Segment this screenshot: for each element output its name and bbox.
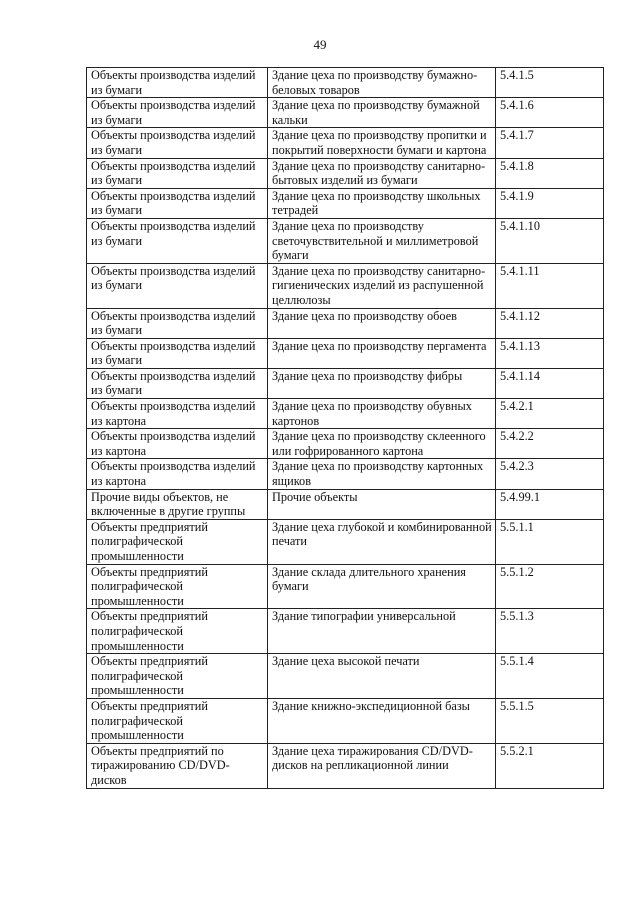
object-group-cell: Объекты предприятий полиграфической промышленности <box>87 654 268 699</box>
code-cell: 5.4.2.1 <box>496 399 604 429</box>
code-cell: 5.4.1.6 <box>496 98 604 128</box>
table-row <box>87 399 604 429</box>
object-group-cell: Объекты предприятий полиграфической промышленности <box>87 519 268 564</box>
object-group-cell: Объекты производства изделий из бумаги <box>87 158 268 188</box>
object-group-cell: Объекты производства изделий из бумаги <box>87 188 268 218</box>
building-description-cell: Здание склада длительного хранения бумаги <box>268 564 496 609</box>
object-group-cell: Объекты производства изделий из бумаги <box>87 338 268 368</box>
page-number: 49 <box>313 37 327 52</box>
object-group-cell: Объекты производства изделий из бумаги <box>87 68 268 98</box>
table-row <box>87 98 604 128</box>
table-row <box>87 263 604 308</box>
building-description-cell: Здание цеха по производству пропитки и покрытий поверхности бумаги и картона <box>268 128 496 158</box>
code-cell: 5.4.1.8 <box>496 158 604 188</box>
object-group-cell: Объекты производства изделий из картона <box>87 459 268 489</box>
building-description-cell: Здание цеха по производству санитарно-гигиенических изделий из распушенной целлюлозы <box>268 263 496 308</box>
building-description-cell: Здание цеха по производству светочувствительной и миллиметровой бумаги <box>268 218 496 263</box>
object-group-cell: Объекты производства изделий из бумаги <box>87 218 268 263</box>
table-row <box>87 459 604 489</box>
code-cell: 5.4.1.10 <box>496 218 604 263</box>
code-cell: 5.4.2.3 <box>496 459 604 489</box>
building-description-cell: Здание цеха по производству санитарно-бытовых изделий из бумаги <box>268 158 496 188</box>
code-cell: 5.5.1.2 <box>496 564 604 609</box>
code-cell: 5.5.1.5 <box>496 698 604 743</box>
table-row <box>87 68 604 98</box>
table-row <box>87 429 604 459</box>
table-row <box>87 654 604 699</box>
building-description-cell: Здание цеха тиражирования CD/DVD-дисков на репликационной линии <box>268 743 496 788</box>
object-group-cell: Объекты производства изделий из бумаги <box>87 308 268 338</box>
object-group-cell: Объекты производства изделий из картона <box>87 399 268 429</box>
object-group-cell: Объекты производства изделий из бумаги <box>87 98 268 128</box>
table-row <box>87 609 604 654</box>
table-row <box>87 564 604 609</box>
object-group-cell: Объекты производства изделий из картона <box>87 429 268 459</box>
object-group-cell: Объекты предприятий по тиражированию CD/DVD-дисков <box>87 743 268 788</box>
table-row <box>87 489 604 519</box>
code-cell: 5.5.1.4 <box>496 654 604 699</box>
table-row <box>87 188 604 218</box>
code-cell: 5.5.1.1 <box>496 519 604 564</box>
building-description-cell: Здание цеха высокой печати <box>268 654 496 699</box>
building-description-cell: Здание цеха по производству обувных картонов <box>268 399 496 429</box>
code-cell: 5.5.1.3 <box>496 609 604 654</box>
building-description-cell: Здание цеха по производству картонных ящиков <box>268 459 496 489</box>
table-body <box>87 68 604 789</box>
code-cell: 5.4.1.14 <box>496 368 604 398</box>
table-row <box>87 158 604 188</box>
building-description-cell: Здание цеха по производству обоев <box>268 308 496 338</box>
table-row <box>87 218 604 263</box>
code-cell: 5.4.1.9 <box>496 188 604 218</box>
table-row <box>87 698 604 743</box>
building-description-cell: Здание цеха по производству школьных тетрадей <box>268 188 496 218</box>
code-cell: 5.4.1.11 <box>496 263 604 308</box>
table-row <box>87 338 604 368</box>
code-cell: 5.4.1.13 <box>496 338 604 368</box>
building-description-cell: Здание цеха по производству пергамента <box>268 338 496 368</box>
table-row <box>87 743 604 788</box>
object-group-cell: Объекты предприятий полиграфической промышленности <box>87 698 268 743</box>
building-description-cell: Прочие объекты <box>268 489 496 519</box>
building-description-cell: Здание цеха по производству бумажной кальки <box>268 98 496 128</box>
building-description-cell: Здание типографии универсальной <box>268 609 496 654</box>
object-group-cell: Объекты предприятий полиграфической промышленности <box>87 609 268 654</box>
code-cell: 5.5.2.1 <box>496 743 604 788</box>
code-cell: 5.4.1.7 <box>496 128 604 158</box>
object-group-cell: Прочие виды объектов, не включенные в другие группы <box>87 489 268 519</box>
table-row <box>87 128 604 158</box>
building-description-cell: Здание цеха по производству склеенного или гофрированного картона <box>268 429 496 459</box>
object-group-cell: Объекты производства изделий из бумаги <box>87 128 268 158</box>
object-group-cell: Объекты предприятий полиграфической промышленности <box>87 564 268 609</box>
code-cell: 5.4.1.5 <box>496 68 604 98</box>
object-group-cell: Объекты производства изделий из бумаги <box>87 368 268 398</box>
table-row <box>87 308 604 338</box>
building-description-cell: Здание цеха по производству фибры <box>268 368 496 398</box>
code-cell: 5.4.1.12 <box>496 308 604 338</box>
object-group-cell: Объекты производства изделий из бумаги <box>87 263 268 308</box>
code-cell: 5.4.2.2 <box>496 429 604 459</box>
building-description-cell: Здание книжно-экспедиционной базы <box>268 698 496 743</box>
building-description-cell: Здание цеха по производству бумажно-беловых товаров <box>268 68 496 98</box>
classification-table <box>86 67 604 789</box>
table-row <box>87 368 604 398</box>
building-description-cell: Здание цеха глубокой и комбинированной печати <box>268 519 496 564</box>
code-cell: 5.4.99.1 <box>496 489 604 519</box>
table-row <box>87 519 604 564</box>
